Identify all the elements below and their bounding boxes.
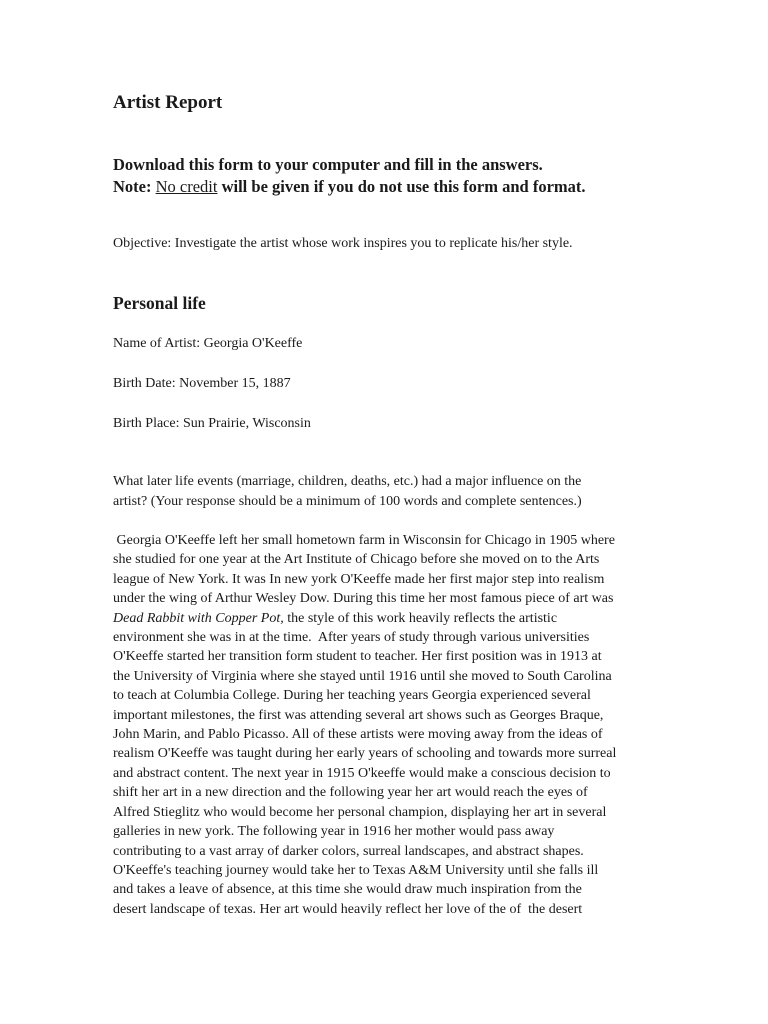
document-title: Artist Report (113, 92, 223, 113)
answer-line: John Marin, and Pablo Picasso. All of these artists were moving away from the ideas of (113, 727, 603, 743)
answer-line: galleries in new york. The following year in 1916 her mother would pass away (113, 824, 555, 840)
note-label: Note: (113, 177, 152, 196)
answer-line: Georgia O'Keeffe left her small hometown farm in Wisconsin for Chicago in 1905 where (113, 533, 615, 548)
question-prompt (113, 472, 582, 512)
answer-line: under the wing of Arthur Wesley Dow. During this time her most famous piece of art was (113, 591, 614, 607)
answer-line: shift her art in a new direction and the following year her art would reach the eyes of (113, 785, 588, 801)
answer-line: desert landscape of texas. Her art would heavily reflect her love of the of the desert (113, 901, 583, 917)
answer-paragraph (113, 531, 616, 919)
question-line: What later life events (marriage, children, deaths, etc.) had a major influence on the (113, 474, 582, 489)
note-line (113, 176, 586, 198)
answer-line: Alfred Stieglitz who would become her personal champion, displaying her art in several (113, 804, 607, 820)
answer-line: O'Keeffe's teaching journey would take her to Texas A&M University until she falls ill (113, 862, 599, 878)
answer-line: she studied for one year at the Art Institute of Chicago before she moved on to the Arts (113, 552, 600, 568)
answer-line: and abstract content. The next year in 1915 O'keeffe would make a conscious decision to (113, 765, 611, 781)
answer-line: contributing to a vast array of darker colors, surreal landscapes, and abstract shapes. (113, 843, 584, 859)
answer-line: realism O'Keeffe was taught during her early years of schooling and towards more surreal (113, 746, 617, 762)
download-instruction: Download this form to your computer and fill in the answers. (113, 155, 543, 174)
answer-line: and takes a leave of absence, at this time she would draw much inspiration from the (113, 882, 582, 898)
birth-date-field: Birth Date: November 15, 1887 (113, 376, 291, 391)
answer-line: the University of Virginia where she stayed until 1916 until she moved to South Carolina (113, 668, 612, 684)
question-line: artist? (Your response should be a minimum of 100 words and complete sentences.) (113, 494, 582, 509)
no-credit-text: No credit (155, 177, 218, 196)
answer-line: important milestones, the first was attending several art shows such as Georges Braque, (113, 707, 604, 723)
answer-line: environment she was in at the time. After years of study through various universities (113, 630, 590, 646)
answer-line: league of New York. It was In new york O'Keeffe made her first major step into realism (113, 571, 605, 587)
answer-line: O'Keeffe started her transition form student to teacher. Her first position was in 1913 at (113, 649, 602, 665)
answer-line: to teach at Columbia College. During her teaching years Georgia experienced several (113, 688, 591, 704)
answer-line (113, 609, 616, 628)
birth-place-field: Birth Place: Sun Prairie, Wisconsin (113, 416, 311, 431)
artwork-title: Dead Rabbit with Copper Pot, (113, 610, 284, 626)
section-heading-personal-life: Personal life (113, 293, 206, 313)
artist-name-field: Name of Artist: Georgia O'Keeffe (113, 336, 303, 351)
note-rest: will be given if you do not use this form and format. (217, 177, 586, 196)
form-instructions (113, 154, 586, 198)
objective-text: Objective: Investigate the artist whose work inspires you to replicate his/her style. (113, 236, 573, 251)
answer-line-rest: the style of this work heavily reflects the artistic (283, 610, 558, 626)
